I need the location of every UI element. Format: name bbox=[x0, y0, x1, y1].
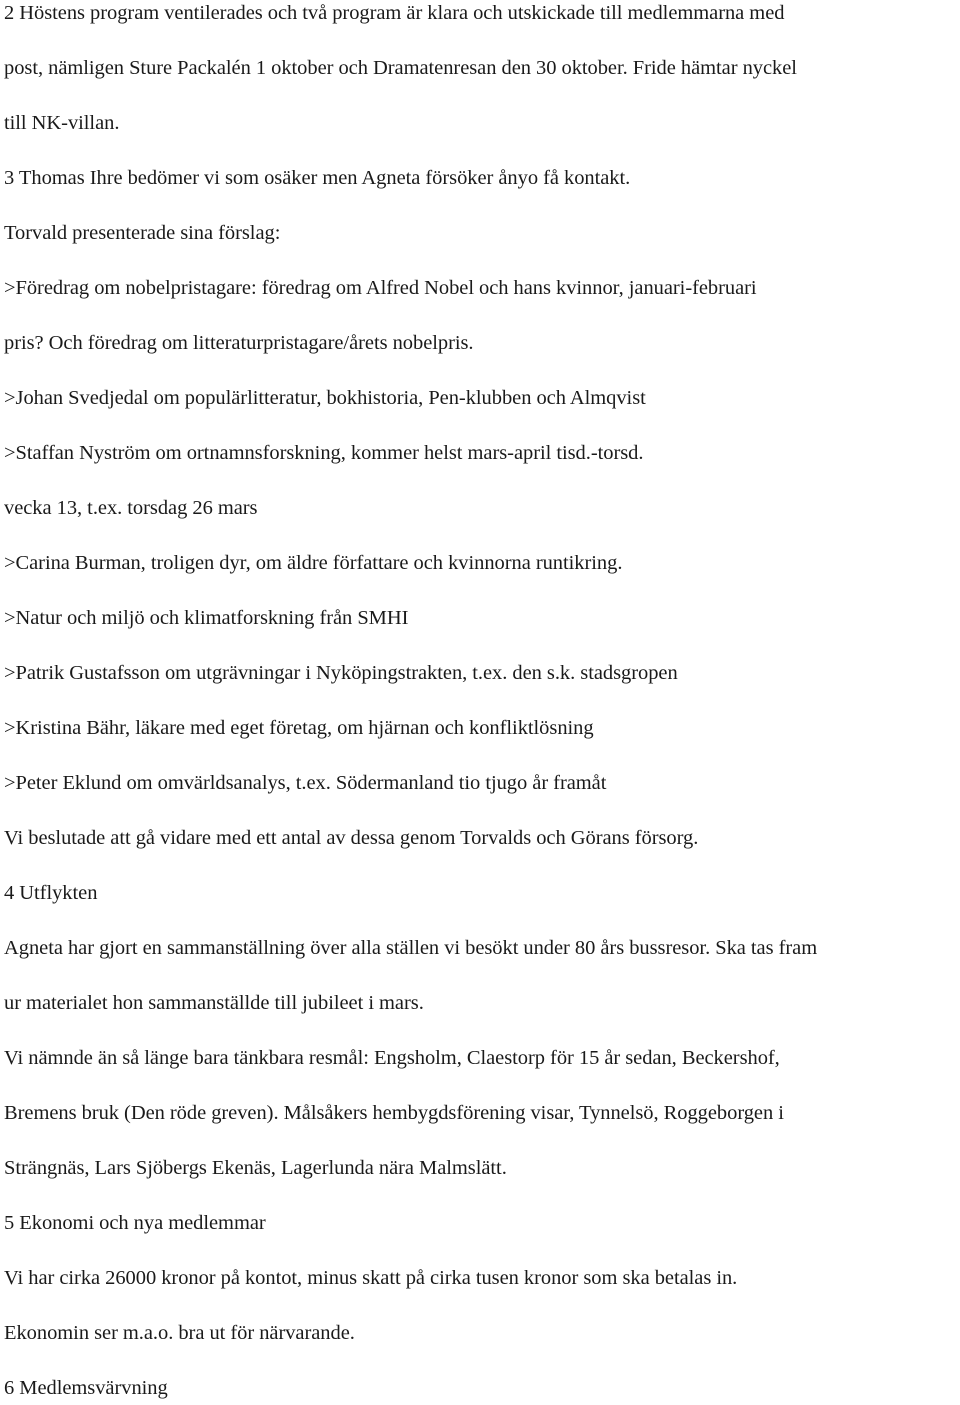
list-item-nobel-lecture: >Föredrag om nobelpristagare: föredrag om Alfred Nobel och hans kvinnor, januari-februari bbox=[4, 277, 757, 299]
list-item-johan-svedjedal: >Johan Svedjedal om populärlitteratur, bokhistoria, Pen-klubben och Almqvist bbox=[4, 387, 646, 409]
text-line-agneta-compilation: Agneta har gjort en sammanställning över alla ställen vi besökt under 80 års bussresor. Ska tas fram bbox=[4, 937, 818, 959]
section-heading-ekonomi: 5 Ekonomi och nya medlemmar bbox=[4, 1212, 266, 1234]
text-line-destinations-cont: Bremens bruk (Den röde greven). Målsåkers hembygdsförening visar, Tynnelsö, Roggeborgen i bbox=[4, 1102, 784, 1124]
text-line-torvald-proposals: Torvald presenterade sina förslag: bbox=[4, 222, 281, 244]
text-line-programs-cont: post, nämligen Sture Packalén 1 oktober och Dramatenresan den 30 oktober. Fride hämtar nyckel bbox=[4, 57, 797, 79]
list-item-smhi: >Natur och miljö och klimatforskning från SMHI bbox=[4, 607, 409, 629]
text-line-section-3-thomas: 3 Thomas Ihre bedömer vi som osäker men Agneta försöker ånyo få kontakt. bbox=[4, 167, 631, 189]
text-line-nobel-cont: pris? Och föredrag om litteraturpristagare/årets nobelpris. bbox=[4, 332, 474, 354]
text-line-account-balance: Vi har cirka 26000 kronor på kontot, minus skatt på cirka tusen kronor som ska betalas in. bbox=[4, 1267, 738, 1289]
list-item-patrik-gustafsson: >Patrik Gustafsson om utgrävningar i Nyköpingstrakten, t.ex. den s.k. stadsgropen bbox=[4, 662, 678, 684]
section-heading-medlemsvarvning: 6 Medlemsvärvning bbox=[4, 1377, 168, 1399]
text-line-decision: Vi beslutade att gå vidare med ett antal av dessa genom Torvalds och Görans försorg. bbox=[4, 827, 699, 849]
section-heading-utflykten: 4 Utflykten bbox=[4, 882, 98, 904]
list-item-peter-eklund: >Peter Eklund om omvärldsanalys, t.ex. Södermanland tio tjugo år framåt bbox=[4, 772, 607, 794]
text-line-economy-status: Ekonomin ser m.a.o. bra ut för närvarande. bbox=[4, 1322, 355, 1344]
text-line-destinations-end: Strängnäs, Lars Sjöbergs Ekenäs, Lagerlunda nära Malmslätt. bbox=[4, 1157, 507, 1179]
text-line-destinations: Vi nämnde än så länge bara tänkbara resmål: Engsholm, Claestorp för 15 år sedan, Beckershof, bbox=[4, 1047, 780, 1069]
text-line-compilation-cont: ur materialet hon sammanställde till jubileet i mars. bbox=[4, 992, 424, 1014]
text-line-week-13: vecka 13, t.ex. torsdag 26 mars bbox=[4, 497, 258, 519]
list-item-carina-burman: >Carina Burman, troligen dyr, om äldre författare och kvinnorna runtikring. bbox=[4, 552, 623, 574]
list-item-staffan-nystrom: >Staffan Nyström om ortnamnsforskning, kommer helst mars-april tisd.-torsd. bbox=[4, 442, 644, 464]
text-line-section-2-programs: 2 Höstens program ventilerades och två program är klara och utskickade till medlemmarna med bbox=[4, 2, 785, 24]
text-line-nk-villan: till NK-villan. bbox=[4, 112, 120, 134]
list-item-kristina-bahr: >Kristina Bähr, läkare med eget företag, om hjärnan och konfliktlösning bbox=[4, 717, 594, 739]
